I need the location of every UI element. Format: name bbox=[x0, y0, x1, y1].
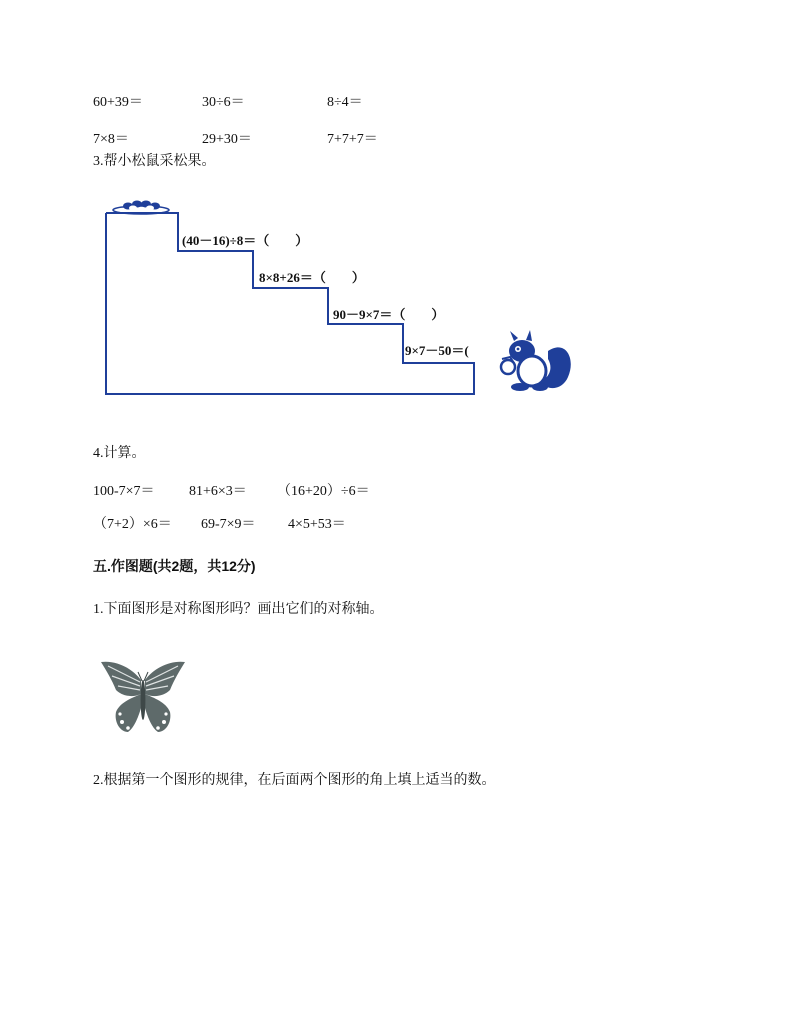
staircase-diagram bbox=[100, 195, 580, 410]
squirrel-icon bbox=[501, 330, 571, 391]
step-expr-3: 90－9×7＝（ ） bbox=[333, 307, 445, 322]
step-expr-2: 8×8+26＝（ ） bbox=[259, 270, 365, 285]
expr-r2-c1: 7×8＝ bbox=[93, 132, 129, 147]
pine-cone-basket-icon bbox=[113, 201, 169, 215]
q4-expr-r1-c1: 100-7×7＝ bbox=[93, 484, 155, 499]
section5-q2: 2.根据第一个图形的规律，在后面两个图形的角上填上适当的数。 bbox=[93, 773, 496, 788]
q4-expr-r2-c1: （7+2）×6＝ bbox=[93, 517, 172, 532]
expr-r2-c2: 29+30＝ bbox=[202, 132, 252, 147]
expr-r1-c1: 60+39＝ bbox=[93, 95, 143, 110]
q4-expr-r2-c2: 69-7×9＝ bbox=[201, 517, 256, 532]
expr-r1-c3: 8÷4＝ bbox=[327, 95, 363, 110]
q3-title: 3.帮小松鼠采松果。 bbox=[93, 154, 216, 169]
q4-expr-r1-c2: 81+6×3＝ bbox=[189, 484, 247, 499]
section5-heading: 五.作图题(共2题，共12分) bbox=[93, 558, 256, 574]
expr-r1-c2: 30÷6＝ bbox=[202, 95, 245, 110]
step-expr-1: (40－16)÷8＝（ ） bbox=[182, 233, 309, 248]
step-expr-4: 9×7－50＝( bbox=[405, 343, 469, 358]
q4-expr-r1-c3: （16+20）÷6＝ bbox=[277, 484, 370, 499]
butterfly-image bbox=[98, 658, 188, 736]
q4-title: 4.计算。 bbox=[93, 446, 146, 461]
section5-q1: 1.下面图形是对称图形吗？画出它们的对称轴。 bbox=[93, 602, 384, 617]
q4-expr-r2-c3: 4×5+53＝ bbox=[288, 517, 346, 532]
expr-r2-c3: 7+7+7＝ bbox=[327, 132, 378, 147]
